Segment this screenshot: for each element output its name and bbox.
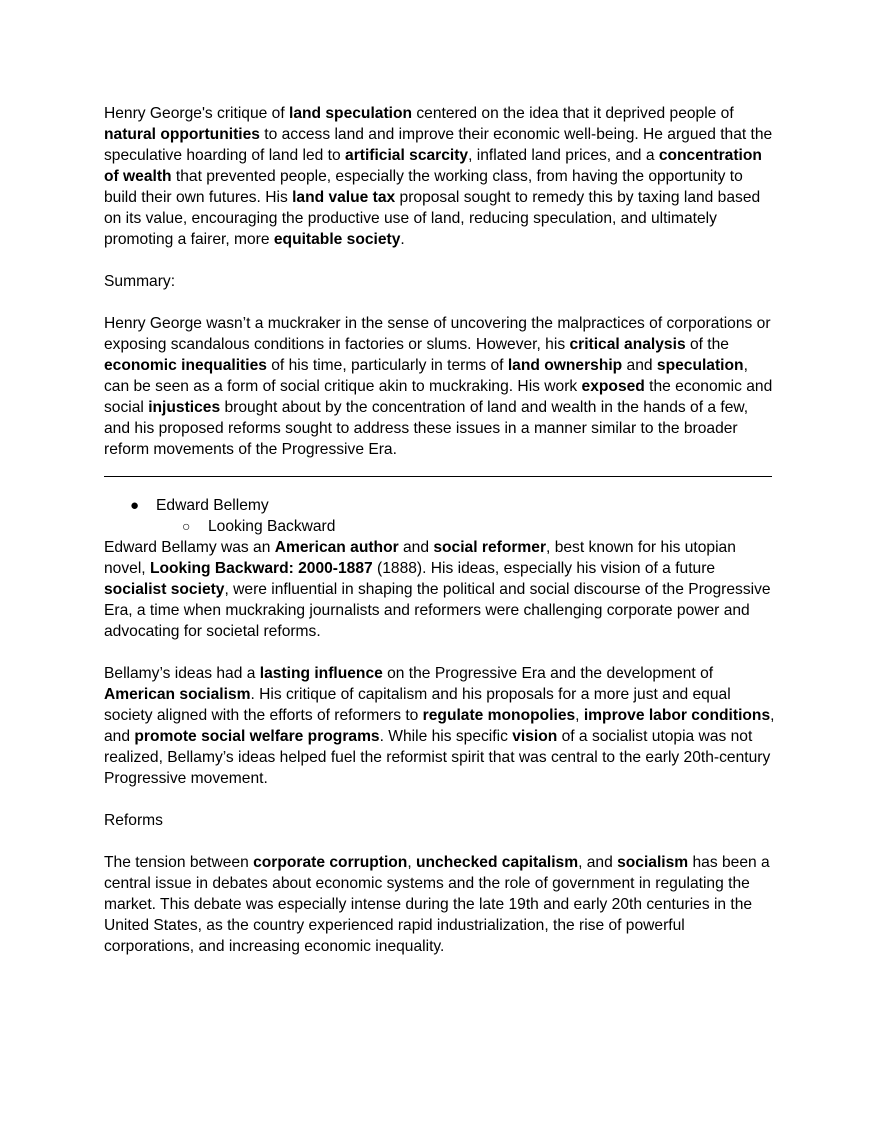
text-run: Edward Bellamy was an bbox=[104, 539, 275, 556]
document-page bbox=[104, 103, 776, 957]
bold-term: American socialism bbox=[104, 686, 251, 703]
list-item-label: Looking Backward bbox=[208, 518, 336, 535]
bold-term: concentration of wealth bbox=[104, 147, 762, 185]
bold-term: social reformer bbox=[433, 539, 547, 556]
text-run: and bbox=[398, 539, 434, 556]
text-run: and bbox=[622, 357, 657, 374]
paragraph-henry-george-critique bbox=[104, 103, 776, 250]
text-run: . bbox=[400, 231, 405, 248]
paragraph-reforms-tension bbox=[104, 852, 776, 957]
text-run: the economic and social bbox=[104, 378, 773, 416]
text-run: Henry George's critique of bbox=[104, 105, 289, 122]
list-item-looking-backward bbox=[104, 516, 776, 537]
bold-term: regulate monopolies bbox=[422, 707, 576, 724]
text-run: Henry George wasn’t a muckraker in the sense of uncovering the malpractices of corporations or exposing scandalous conditions in factories or slums. However, his bbox=[104, 315, 771, 353]
bold-term: socialism bbox=[617, 854, 689, 871]
text-run: , bbox=[575, 707, 584, 724]
text-run: , and bbox=[104, 707, 775, 745]
text-run: of his time, particularly in terms of bbox=[266, 357, 508, 374]
bold-term: critical analysis bbox=[569, 336, 686, 353]
bold-term: socialist society bbox=[104, 581, 225, 598]
bold-term: economic inequalities bbox=[104, 357, 267, 374]
bold-term: vision bbox=[512, 728, 558, 745]
bold-term: exposed bbox=[581, 378, 645, 395]
bold-term: injustices bbox=[148, 399, 221, 416]
bold-term: speculation bbox=[656, 357, 744, 374]
bold-term: artificial scarcity bbox=[345, 147, 469, 164]
bold-term: improve labor conditions bbox=[583, 707, 771, 724]
paragraph-bellamy-influence bbox=[104, 663, 776, 789]
summary-heading: Summary: bbox=[104, 273, 176, 290]
text-run: . While his specific bbox=[379, 728, 513, 745]
bold-term: Looking Backward: 2000-1887 bbox=[149, 560, 373, 577]
paragraph-bellamy-intro bbox=[104, 537, 776, 642]
hollow-circle-bullet-icon: ○ bbox=[182, 518, 191, 534]
bold-term: land ownership bbox=[507, 357, 623, 374]
text-run: has been a central issue in debates about economic systems and the role of government in regulating the market. This debate was especially intense during the late 19th and early 20th centuries in the United States, as the country experienced rapid industrialization, the rise of powerful corporations, and increasing economic inequality. bbox=[104, 854, 770, 955]
bold-term: land value tax bbox=[292, 189, 396, 206]
bold-term: unchecked capitalism bbox=[416, 854, 579, 871]
text-run: , can be seen as a form of social critique akin to muckraking. His work bbox=[104, 357, 748, 395]
bold-term: corporate corruption bbox=[253, 854, 408, 871]
bold-term: equitable society bbox=[273, 231, 401, 248]
text-run: brought about by the concentration of land and wealth in the hands of a few, and his proposed reforms sought to address these issues in a manner similar to the broader reform movements of the Progressive Era. bbox=[104, 399, 749, 458]
paragraph-henry-george-summary bbox=[104, 313, 776, 460]
text-run: The tension between bbox=[104, 854, 254, 871]
text-run: on the Progressive Era and the development of bbox=[382, 665, 714, 682]
text-run: . His critique of capitalism and his proposals for a more just and equal society aligned with the efforts of reformers to bbox=[104, 686, 731, 724]
text-run: , best known for his utopian novel, bbox=[104, 539, 736, 577]
text-run: centered on the idea that it deprived people of bbox=[412, 105, 734, 122]
text-run: to access land and improve their economic well-being. He argued that the speculative hoarding of land led to bbox=[104, 126, 773, 164]
bold-term: land speculation bbox=[289, 105, 413, 122]
list-item-label: Edward Bellemy bbox=[156, 497, 269, 514]
text-run: , were influential in shaping the political and social discourse of the Progressive Era, a time when muckraking journalists and reformers were challenging corporate power and advocating for societal reforms. bbox=[104, 581, 771, 640]
text-run: of a socialist utopia was not realized, Bellamy’s ideas helped fuel the reformist spirit that was central to the early 20th-century Progressive movement. bbox=[104, 728, 771, 787]
text-run: that prevented people, especially the working class, from having the opportunity to build their own futures. His bbox=[104, 168, 743, 206]
reforms-heading: Reforms bbox=[104, 812, 163, 829]
text-run: proposal sought to remedy this by taxing land based on its value, encouraging the productive use of land, reducing speculation, and ultimately promoting a fairer, more bbox=[104, 189, 761, 248]
text-run: Bellamy’s ideas had a bbox=[104, 665, 260, 682]
text-run: (1888). His ideas, especially his vision of a future bbox=[372, 560, 716, 577]
text-run: , and bbox=[578, 854, 618, 871]
bold-term: natural opportunities bbox=[104, 126, 260, 143]
text-run: of the bbox=[685, 336, 729, 353]
list-item-edward-bellemy bbox=[104, 495, 776, 516]
bold-term: American author bbox=[274, 539, 399, 556]
text-run: , bbox=[407, 854, 416, 871]
bold-term: lasting influence bbox=[259, 665, 383, 682]
filled-circle-bullet-icon: ● bbox=[130, 497, 140, 514]
horizontal-divider bbox=[104, 476, 772, 477]
bold-term: promote social welfare programs bbox=[134, 728, 380, 745]
text-run: , inflated land prices, and a bbox=[468, 147, 659, 164]
